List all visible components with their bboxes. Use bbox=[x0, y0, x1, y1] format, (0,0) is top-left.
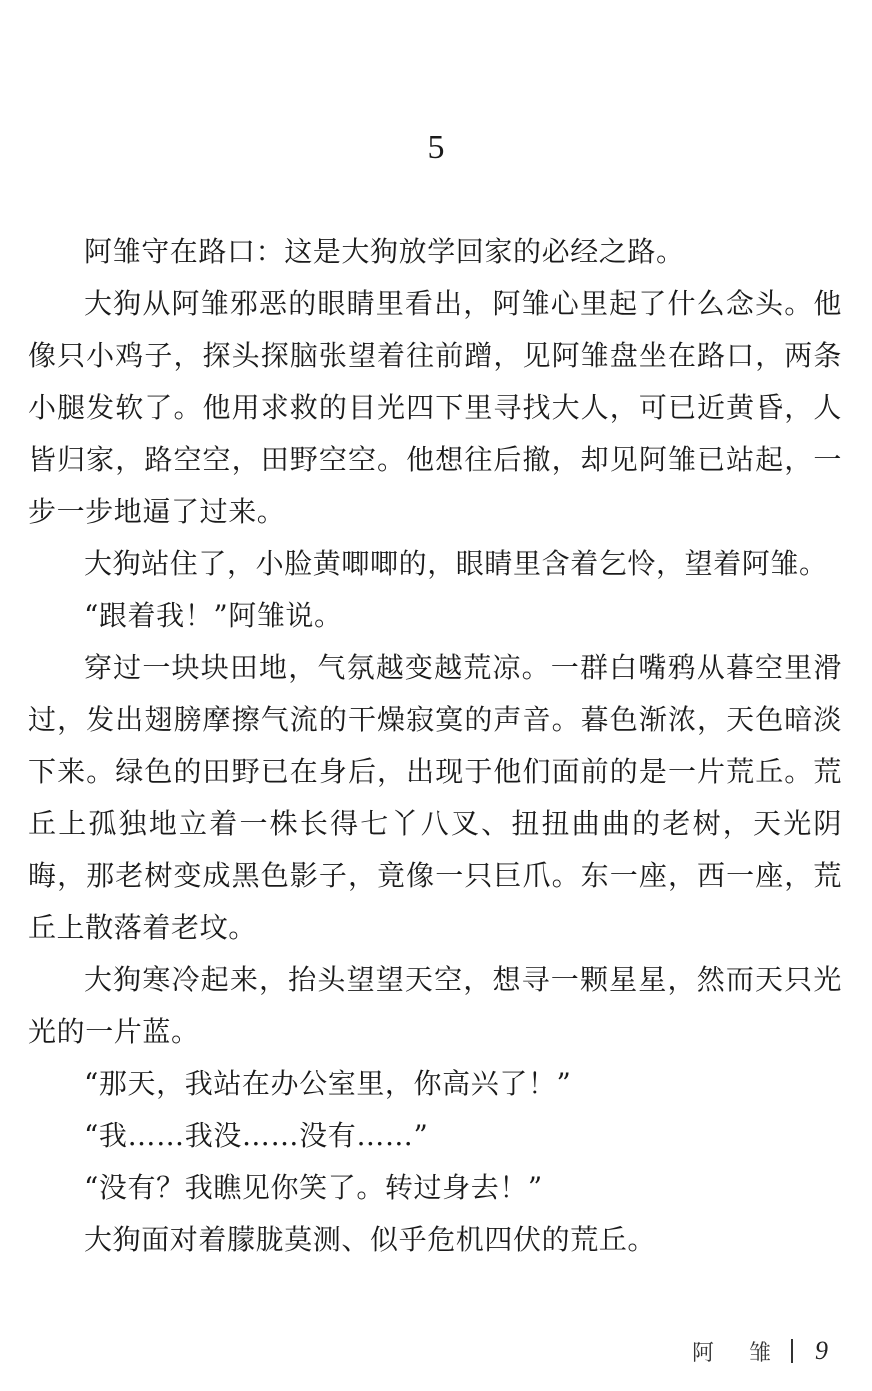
paragraph: 大狗从阿雏邪恶的眼睛里看出，阿雏心里起了什么念头。他像只小鸡子，探头探脑张望着往前蹭，见阿雏盘坐在路口，两条小腿发软了。他用求救的目光四下里寻找大人，可已近黄昏，人皆归家，路空空，田野空空。他想往后撤，却见阿雏已站起，一步一步地逼了过来。 bbox=[28, 287, 842, 528]
paragraph: “跟着我！”阿雏说。 bbox=[84, 599, 343, 632]
paragraph: 穿过一块块田地，气氛越变越荒凉。一群白嘴鸦从暮空里滑过，发出翅膀摩擦气流的干燥寂寞的声音。暮色渐浓，天色暗淡下来。绿色的田野已在身后，出现于他们面前的是一片荒丘。荒丘上孤独地立着一株长得七丫八叉、扭扭曲曲的老树，天光阴晦，那老树变成黑色影子，竟像一只巨爪。东一座，西一座，荒丘上散落着老坟。 bbox=[28, 651, 842, 944]
footer-divider bbox=[791, 1339, 793, 1363]
paragraph: “那天，我站在办公室里，你高兴了！” bbox=[84, 1067, 572, 1100]
paragraph: 大狗面对着朦胧莫测、似乎危机四伏的荒丘。 bbox=[84, 1223, 657, 1256]
paragraph: 大狗站住了，小脸黄唧唧的，眼睛里含着乞怜，望着阿雏。 bbox=[84, 547, 828, 580]
chapter-body bbox=[28, 226, 842, 1266]
paragraph: 大狗寒冷起来，抬头望望天空，想寻一颗星星，然而天只光光的一片蓝。 bbox=[28, 963, 842, 1048]
chapter-number: 5 bbox=[427, 129, 445, 166]
page-number: 9 bbox=[815, 1336, 828, 1365]
book-title: 阿 雏 bbox=[692, 1340, 785, 1366]
running-footer bbox=[692, 1331, 828, 1371]
paragraph: “我……我没……没有……” bbox=[84, 1119, 429, 1152]
paragraph: 阿雏守在路口：这是大狗放学回家的必经之路。 bbox=[84, 235, 685, 268]
paragraph: “没有？我瞧见你笑了。转过身去！” bbox=[84, 1171, 543, 1204]
